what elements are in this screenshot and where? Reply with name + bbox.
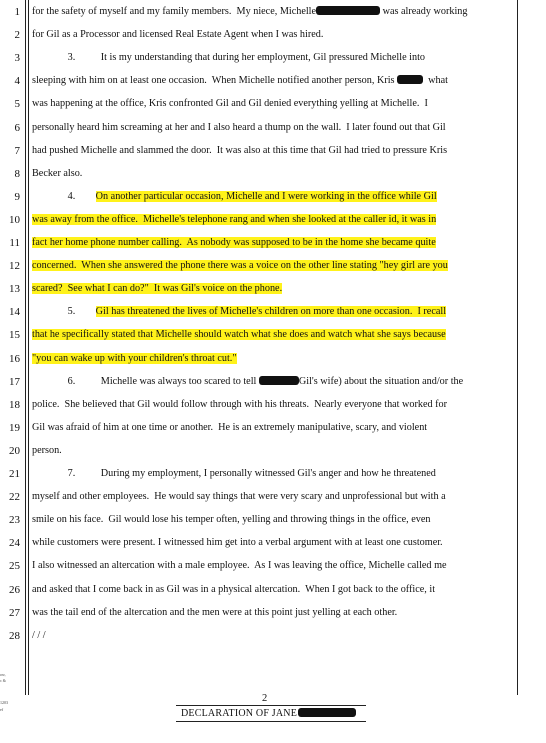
line-number: 7	[14, 144, 20, 157]
line-text: 6. Michelle was always too scared to tell	[32, 375, 259, 387]
line-text: smile on his face. Gil would lose his temper often, yelling and throwing things in the office, even	[32, 514, 431, 526]
line-number: 12	[9, 260, 20, 273]
footer-rule-bottom	[176, 721, 366, 722]
footer-title-text: DECLARATION OF JANE	[181, 708, 298, 719]
line-text: what	[423, 75, 448, 87]
highlighted-text: Gil has threatened the lives of Michelle's children on more than one occasion. I recall	[95, 306, 447, 318]
line-text: Becker also.	[32, 167, 83, 179]
footer-title	[181, 708, 356, 719]
line-text: was the tail end of the altercation and the men were at this point just yelling at each other.	[32, 606, 398, 618]
highlighted-text: that he specifically stated that Michelle should watch what she does and watch what she says because	[32, 329, 446, 341]
line-text: for the safety of myself and my family members. My niece, Michelle	[32, 6, 317, 17]
line-text: myself and other employees. He would say things that were very scary and unprofessional but with a	[32, 491, 446, 503]
text-line	[32, 122, 514, 134]
line-number: 10	[9, 213, 20, 226]
line-number: 14	[9, 306, 20, 319]
line-number: 16	[9, 352, 20, 365]
line-text: had pushed Michelle and slammed the door. It was also at this time that Gil had tried to pressure Kris	[32, 144, 448, 156]
highlighted-text: "you can wake up with your children's throat cut."	[32, 352, 237, 364]
text-line	[32, 514, 514, 526]
line-number: 6	[14, 121, 20, 134]
text-line	[32, 537, 514, 549]
line-number: 20	[9, 444, 20, 457]
text-line	[32, 145, 514, 157]
line-text: I also witnessed an altercation with a male employee. As I was leaving the office, Michelle called me	[32, 560, 447, 572]
text-line	[32, 399, 514, 411]
text-line	[32, 584, 514, 596]
highlighted-text: fact her home phone number calling. As nobody was supposed to be in the home she became quite	[32, 237, 436, 248]
line-number: 17	[9, 375, 20, 388]
side-fragment: 1203	[0, 700, 8, 705]
text-line	[32, 237, 514, 249]
side-fragment: c &	[0, 678, 6, 683]
line-text: police. She believed that Gil would follow through with his threats. Nearly everyone that worked for	[32, 398, 448, 410]
side-fragment: ow,	[0, 672, 6, 677]
line-text: was already working	[380, 6, 468, 17]
text-line	[32, 630, 514, 642]
text-line	[32, 52, 514, 64]
text-line	[32, 329, 514, 341]
line-text: personally heard him screaming at her and I also heard a thump on the wall. I later found out that Gil	[32, 121, 446, 133]
text-line	[32, 353, 514, 365]
line-text: while customers were present. I witnessed him get into a verbal argument with at least one customer.	[32, 537, 443, 549]
footer-rule-top	[176, 705, 366, 706]
line-number: 23	[9, 514, 20, 527]
text-line	[32, 306, 514, 318]
highlighted-text: On another particular occasion, Michelle and I were working in the office while Gil	[95, 190, 437, 202]
text-line	[32, 376, 514, 388]
text-line	[32, 491, 514, 503]
line-number: 1	[14, 6, 20, 18]
text-line	[32, 283, 514, 295]
side-fragment: ef	[0, 707, 4, 712]
line-number: 3	[14, 52, 20, 65]
text-line	[32, 260, 514, 272]
text-line	[32, 6, 514, 18]
line-text: Gil's wife) about the situation and/or the	[298, 375, 464, 387]
highlighted-text: was away from the office. Michelle's telephone rang and when she looked at the caller id, it was in	[32, 213, 437, 225]
line-number: 24	[9, 537, 20, 550]
line-number: 27	[9, 606, 20, 619]
line-number: 5	[14, 98, 20, 111]
line-text: was happening at the office, Kris confronted Gil and Gil denied everything yelling at Michelle. I	[32, 98, 428, 110]
margin-line-left-outer	[25, 0, 26, 695]
line-text: 5.	[32, 306, 96, 318]
line-number: 13	[9, 283, 20, 296]
highlighted-text: concerned. When she answered the phone there was a voice on the other line stating "hey girl are you	[32, 260, 448, 272]
redaction-bar	[397, 75, 423, 84]
margin-line-right	[517, 0, 518, 695]
line-number: 4	[14, 75, 20, 88]
line-number: 21	[9, 468, 20, 480]
redaction-bar	[316, 6, 380, 15]
line-number: 26	[9, 583, 20, 596]
text-line	[32, 607, 514, 619]
line-number: 28	[9, 629, 20, 642]
line-text: 7. During my employment, I personally witnessed Gil's anger and how he threatened	[32, 468, 436, 479]
text-line	[32, 29, 514, 41]
text-line	[32, 468, 514, 480]
line-text: for Gil as a Processor and licensed Real Estate Agent when I was hired.	[32, 29, 324, 41]
line-text: 3. It is my understanding that during her employment, Gil pressured Michelle into	[32, 52, 426, 64]
line-text: / / /	[32, 629, 46, 641]
line-number: 15	[9, 329, 20, 342]
page-number: 2	[262, 693, 268, 704]
line-text: person.	[32, 444, 62, 456]
footer-redaction	[298, 708, 356, 717]
text-line	[32, 422, 514, 434]
line-number: 19	[9, 421, 20, 434]
text-line	[32, 191, 514, 203]
line-number: 22	[9, 491, 20, 504]
line-text: 4.	[32, 190, 96, 202]
text-line	[32, 560, 514, 572]
line-number: 25	[9, 560, 20, 573]
text-line	[32, 98, 514, 110]
text-line	[32, 214, 514, 226]
redaction-bar	[259, 376, 299, 385]
line-number: 8	[14, 167, 20, 180]
text-line	[32, 75, 514, 87]
line-text: Gil was afraid of him at one time or another. He is an extremely manipulative, scary, and violent	[32, 421, 428, 433]
line-number: 9	[14, 190, 20, 203]
margin-line-left-inner	[28, 0, 29, 695]
text-line	[32, 445, 514, 457]
line-number: 2	[14, 29, 20, 42]
line-text: sleeping with him on at least one occasion. When Michelle notified another person, Kris	[32, 75, 398, 87]
highlighted-text: scared? See what I can do?" It was Gil's voice on the phone.	[32, 283, 283, 295]
line-number: 11	[9, 237, 20, 249]
line-number: 18	[9, 398, 20, 411]
text-line	[32, 168, 514, 180]
line-text: and asked that I come back in as Gil was in a physical altercation. When I got back to the office, it	[32, 583, 436, 595]
